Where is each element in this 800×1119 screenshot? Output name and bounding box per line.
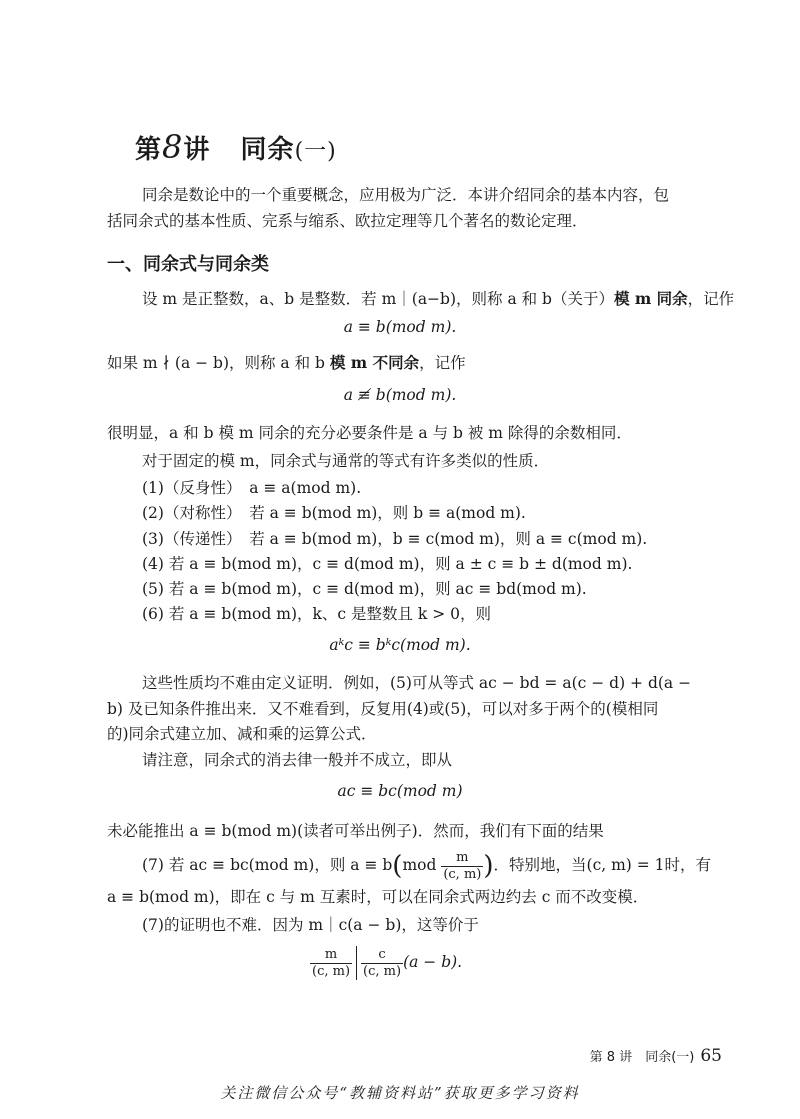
para-line-3: 的)同余式建立加、减和乘的运算公式． bbox=[107, 725, 377, 743]
formula-ac-bc: ac ≡ bc(mod m) bbox=[337, 782, 463, 800]
page-title: 第8讲 同余(一) bbox=[135, 128, 337, 166]
lecture-number: 8 bbox=[162, 128, 184, 166]
definition-congruent: 设 m 是正整数，a、b 是整数．若 m｜(a−b)，则称 a 和 b（关于）模 m 同余，记作 bbox=[142, 289, 735, 308]
property-7-line-2: a ≡ b(mod m)，即在 c 与 m 互素时，可以在同余式两边约去 c 而不改变模． bbox=[107, 888, 649, 906]
property-7: (7) 若 ac ≡ bc(mod m)，则 a ≡ b(mod $\frac{m}{(c, m)}$ )．特别地，当(c, m) = 1时，有 bbox=[142, 849, 712, 882]
text-not-necessarily: 未必能推出 a ≡ b(mod m)(读者可举出例子)．然而，我们有下面的结果 bbox=[107, 822, 604, 840]
intro-line-2: 括同余式的基本性质、完系与缩系、欧拉定理等几个著名的数论定理． bbox=[107, 212, 588, 230]
property-2: (2)（对称性） 若 a ≡ b(mod m)，则 b ≡ a(mod m). bbox=[142, 504, 526, 522]
property-5: (5) 若 a ≡ b(mod m)，c ≡ d(mod m)，则 ac ≡ bd(mod m). bbox=[142, 580, 587, 598]
para-line-2: b) 及已知条件推出来．又不难看到，反复用(4)或(5)，可以对多于两个的(模相同 bbox=[107, 700, 659, 718]
property-6: (6) 若 a ≡ b(mod m)，k、c 是整数且 k > 0，则 bbox=[142, 605, 492, 623]
formula-congruent: a ≡ b(mod m). bbox=[343, 318, 457, 336]
formula-incongruent: a ≢ b(mod m). bbox=[343, 386, 457, 404]
definition-incongruent: 如果 m ∤ (a − b)，则称 a 和 b 模 m 不同余，记作 bbox=[107, 353, 466, 372]
text-proof-intro: (7)的证明也不难．因为 m｜c(a − b)，这等价于 bbox=[142, 916, 479, 934]
watermark-text: 关注微信公众号“教辅资料站”获取更多学习资料 bbox=[220, 1084, 580, 1102]
intro-line-1: 同余是数论中的一个重要概念，应用极为广泛．本讲介绍同余的基本内容，包 bbox=[142, 186, 670, 204]
property-1: (1)（反身性） a ≡ a(mod m). bbox=[142, 479, 362, 497]
property-3: (3)（传递性） 若 a ≡ b(mod m)，b ≡ c(mod m)，则 a ≡ c(mod m). bbox=[142, 530, 648, 548]
footer-chapter: 第 8 讲 同余(一) bbox=[589, 1050, 695, 1065]
page-footer bbox=[590, 1046, 722, 1066]
page-number: 65 bbox=[700, 1046, 722, 1066]
text-properties-intro: 对于固定的模 m，同余式与通常的等式有许多类似的性质． bbox=[142, 452, 550, 470]
fraction-m-over-gcd: $\frac{m}{(c, m)}$ bbox=[443, 849, 482, 882]
property-4: (4) 若 a ≡ b(mod m)，c ≡ d(mod m)，则 a ± c ≡ b ± d(mod m). bbox=[142, 555, 633, 573]
section-heading: 一、同余式与同余类 bbox=[107, 254, 269, 275]
text-condition: 很明显，a 和 b 模 m 同余的充分必要条件是 a 与 b 被 m 除得的余数相同． bbox=[107, 424, 632, 442]
formula-equivalent: $\frac{m}{(c, m)}$ $\frac{c}{(c, m)}$ (a − b). bbox=[312, 946, 463, 979]
divides-bar bbox=[356, 946, 357, 980]
text-cancellation-note: 请注意，同余式的消去律一般并不成立，即从 bbox=[142, 751, 453, 769]
para-line-1: 这些性质均不难由定义证明．例如，(5)可从等式 ac − bd = a(c − d) + d(a − bbox=[142, 674, 692, 692]
formula-power: aᵏc ≡ bᵏc(mod m). bbox=[329, 636, 471, 654]
